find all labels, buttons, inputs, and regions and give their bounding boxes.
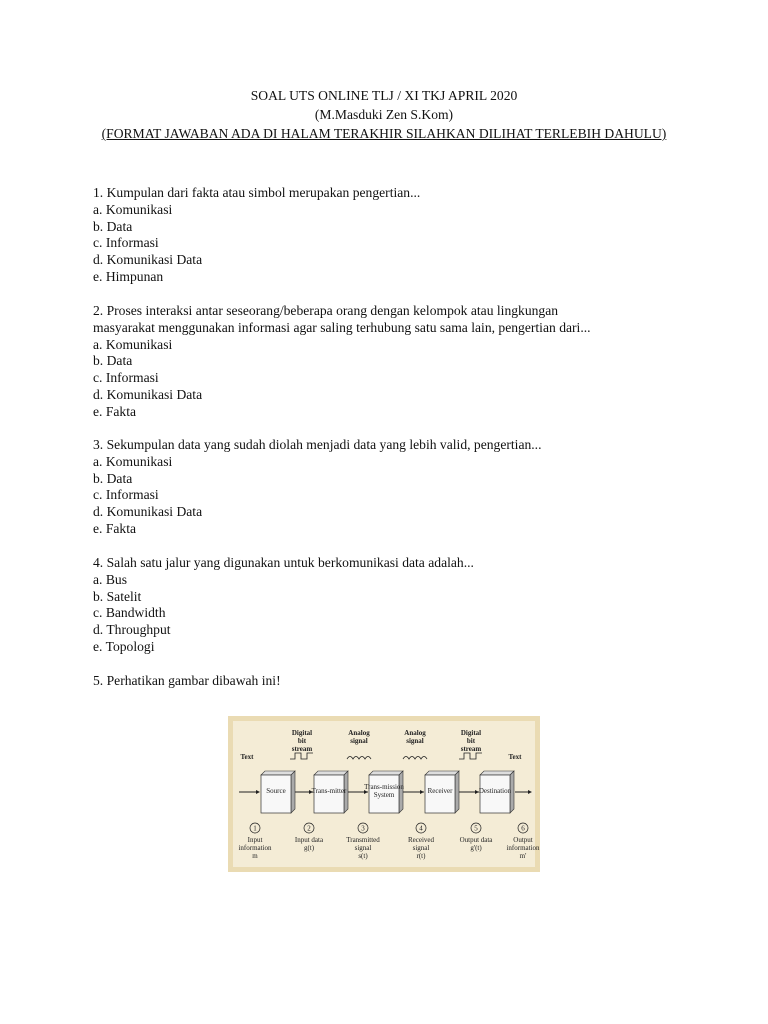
block-top (425, 771, 459, 775)
block-label: Source (266, 787, 286, 795)
step-label: Output data (459, 836, 493, 844)
step-number: 1 (253, 824, 257, 833)
signal-label: Digital (291, 729, 313, 737)
question-2-option: e. Fakta (93, 403, 137, 419)
step-symbol: m' (519, 852, 527, 860)
step-label: Output (513, 836, 533, 844)
block-side (291, 771, 295, 813)
arrow-head (528, 790, 532, 794)
exam-title: SOAL UTS ONLINE TLJ / XI TKJ APRIL 2020 (250, 88, 518, 103)
question-4-option: d. Throughput (93, 622, 171, 638)
answer-format-instruction: (FORMAT JAWABAN ADA DI HALAM TERAKHIR SILAHKAN DILIHAT TERLEBIH DAHULU) (101, 126, 667, 141)
question-1-stem: 1. Kumpulan dari fakta atau simbol merupakan pengertian... (93, 185, 421, 200)
digital-wave-icon (290, 753, 313, 759)
block-label: Destination (478, 787, 512, 795)
question-1-option: b. Data (93, 218, 133, 234)
block-label: Receiver (427, 787, 453, 795)
signal-label: signal (406, 737, 424, 745)
block-label: System (373, 791, 395, 799)
question-5-stem: 5. Perhatikan gambar dibawah ini! (93, 673, 281, 688)
step-number: 5 (474, 824, 478, 833)
signal-label: Digital (460, 729, 482, 737)
step-label: signal (354, 844, 372, 852)
question-2-option: a. Komunikasi (93, 336, 173, 352)
step-symbol: g'(t) (470, 844, 482, 852)
question-2-option: d. Komunikasi Data (93, 387, 203, 402)
question-2-stem: 2. Proses interaksi antar seseorang/beberapa orang dengan kelompok atau lingkungan (93, 303, 559, 318)
signal-label: signal (350, 737, 368, 745)
question-2-option: c. Informasi (93, 370, 159, 386)
question-3-option: d. Komunikasi Data (93, 504, 203, 520)
block-top (480, 771, 514, 775)
analog-wave-icon (347, 757, 371, 760)
data-communication-diagram (228, 716, 540, 872)
block-side (455, 771, 459, 813)
step-symbol: r(t) (416, 852, 426, 860)
signal-label: Analog (404, 729, 426, 737)
step-symbol: g(t) (303, 844, 315, 852)
question-4-option: c. Bandwidth (93, 605, 166, 621)
question-3-stem: 3. Sekumpulan data yang sudah diolah menjadi data yang lebih valid, pengertian... (93, 437, 542, 452)
question-2-stem: masyarakat menggunakan informasi agar saling terhubung satu sama lain, pengertian dari... (93, 319, 591, 335)
question-3-option: a. Komunikasi (93, 453, 173, 469)
step-number: 3 (361, 824, 365, 833)
question-2-option: b. Data (93, 353, 133, 369)
question-1-option: c. Informasi (93, 235, 159, 251)
question-4-option: b. Satelit (93, 588, 142, 604)
side-label-left: Text (240, 753, 254, 761)
signal-label: Analog (348, 729, 370, 737)
step-number: 2 (307, 824, 311, 833)
step-number: 6 (521, 824, 525, 833)
signal-label: bit (466, 737, 476, 745)
question-1-option: e. Himpunan (93, 269, 164, 284)
question-1-option: d. Komunikasi Data (93, 252, 203, 268)
question-3-option: b. Data (93, 470, 133, 486)
signal-label: bit (297, 737, 307, 745)
block-top (369, 771, 403, 775)
question-4-stem: 4. Salah satu jalur yang digunakan untuk berkomunikasi data adalah... (93, 555, 474, 570)
signal-label: stream (291, 745, 313, 753)
arrow-head (420, 790, 424, 794)
digital-wave-icon (459, 753, 482, 759)
side-label-right: Text (508, 753, 522, 761)
question-1-option: a. Komunikasi (93, 201, 173, 217)
step-symbol: s(t) (358, 852, 368, 860)
step-number: 4 (419, 824, 423, 833)
step-label: information (238, 844, 272, 852)
step-label: Input (247, 836, 263, 844)
question-4-option: a. Bus (93, 571, 127, 587)
signal-label: stream (460, 745, 482, 753)
block-label: Trans-mission (364, 783, 404, 791)
step-label: information (506, 844, 540, 852)
block-top (261, 771, 295, 775)
block-side (399, 771, 403, 813)
step-symbol: m (252, 852, 258, 860)
block-top (314, 771, 348, 775)
question-4-option: e. Topologi (93, 639, 155, 654)
diagram-svg (233, 721, 540, 867)
question-3-option: c. Informasi (93, 487, 159, 503)
step-label: Transmitted (346, 836, 380, 844)
exam-author: (M.Masduki Zen S.Kom) (314, 107, 454, 122)
arrow-head (256, 790, 260, 794)
step-label: Received (407, 836, 435, 844)
analog-wave-icon (403, 757, 427, 760)
block-label: Trans-mitter (311, 787, 347, 795)
step-label: signal (412, 844, 430, 852)
question-3-option: e. Fakta (93, 521, 137, 536)
document-header (0, 86, 768, 143)
step-label: Input data (294, 836, 324, 844)
